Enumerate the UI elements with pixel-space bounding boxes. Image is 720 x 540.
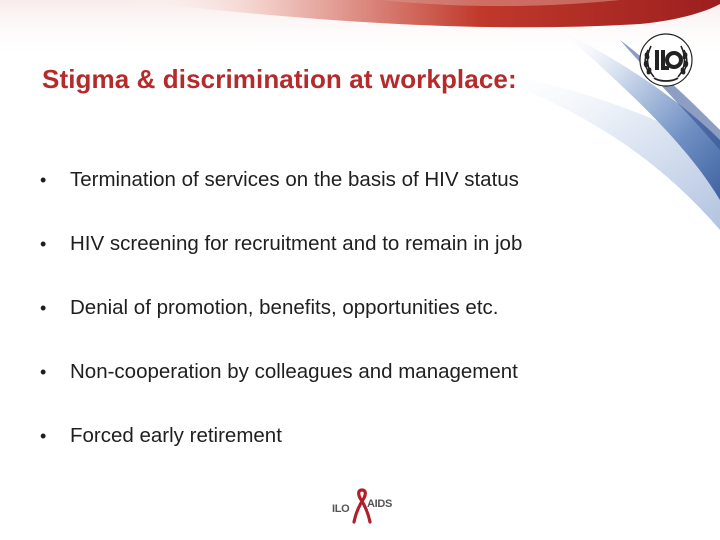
bullet-text: Non-cooperation by colleagues and management — [70, 360, 518, 383]
bullet-text: Denial of promotion, benefits, opportunities etc. — [70, 296, 499, 319]
bullet-marker: • — [40, 298, 47, 318]
bullet-text: Termination of services on the basis of HIV status — [70, 168, 519, 191]
slide-title: Stigma & discrimination at workplace: — [42, 64, 517, 94]
bullet-marker: • — [40, 362, 47, 382]
bullet-marker: • — [40, 426, 47, 446]
bullet-item — [40, 420, 522, 484]
bullet-item — [40, 356, 522, 420]
bullet-text: Forced early retirement — [70, 424, 282, 447]
bullet-text: HIV screening for recruitment and to remain in job — [70, 232, 523, 255]
bullet-item — [40, 292, 522, 356]
bullet-list — [40, 164, 522, 484]
bullet-marker: • — [40, 170, 47, 190]
ilo-logo-icon — [636, 30, 696, 90]
bullet-item — [40, 228, 522, 292]
bullet-marker: • — [40, 234, 47, 254]
ilo-aids-logo-left: ILO — [332, 503, 350, 515]
ilo-aids-logo-right: AIDS — [367, 498, 393, 510]
bullet-item — [40, 164, 522, 228]
